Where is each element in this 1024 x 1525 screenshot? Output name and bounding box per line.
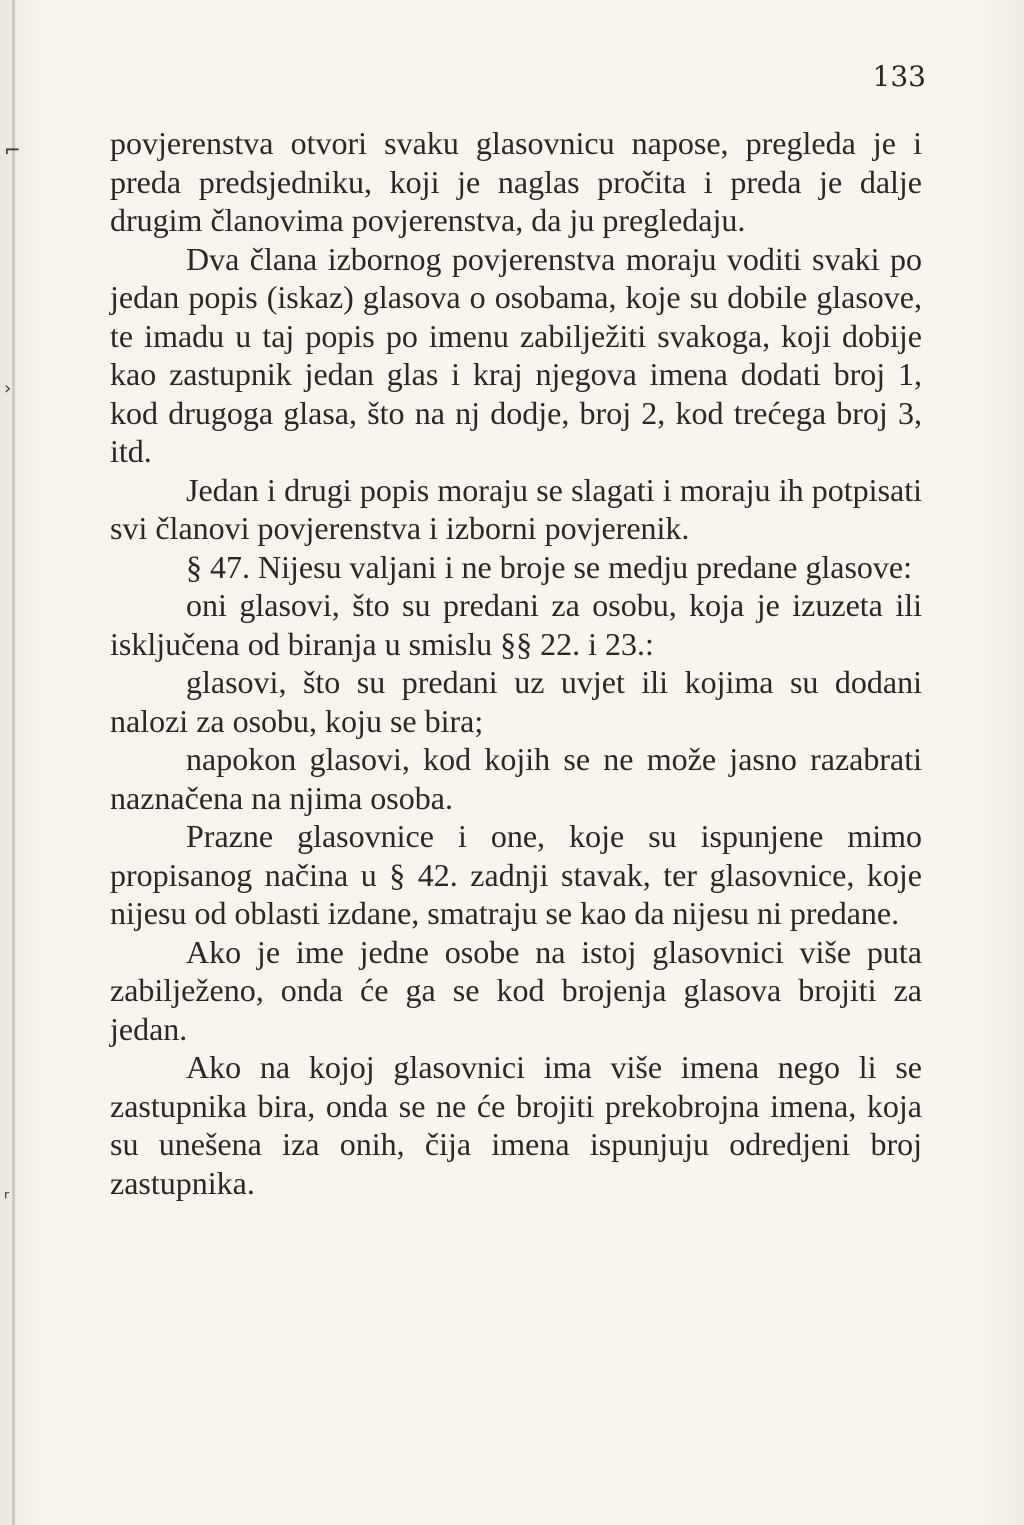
margin-tick-mark: ⌐: [4, 138, 21, 162]
paragraph: napokon glasovi, kod kojih se ne može jasno razabrati naznačena na njima osoba.: [110, 741, 922, 816]
page-number: 133: [872, 60, 926, 93]
paragraph: glasovi, što su predani uz uvjet ili kojima su dodani nalozi za osobu, koju se bira;: [110, 664, 922, 739]
margin-tick-mark: ʳ: [4, 1186, 10, 1210]
binding-edge: [12, 0, 15, 1525]
paragraph: povjerenstva otvori svaku glasovnicu napose, pregleda je i preda predsjedniku, koji je naglas pročita i preda je dalje drugim članovima povjerenstva, da ju pregledaju.: [110, 125, 922, 238]
body-text: [110, 124, 922, 1202]
paragraph: Ako je ime jedne osobe na istoj glasovnici više puta zabilježeno, onda će ga se kod brojenja glasova brojiti za jedan.: [110, 933, 922, 1047]
paragraph: Ako na kojoj glasovnici ima više imena nego li se zastupnika bira, onda se ne će brojiti prekobrojna imena, koja su unešena iza onih, čija imena ispunjuju odredjeni broj zastupnika.: [110, 1049, 922, 1201]
paragraph: Jedan i drugi popis moraju se slagati i moraju ih potpisati svi članovi povjerenstva i izborni povjerenik.: [110, 471, 922, 546]
margin-tick-mark: ›: [4, 378, 12, 399]
paragraph: oni glasovi, što su predani za osobu, koja je izuzeta ili isključena od biranja u smislu §§ 22. i 23.:: [110, 587, 922, 662]
section-heading-paragraph: § 47. Nijesu valjani i ne broje se medju predane glasove:: [186, 548, 913, 585]
paragraph: Dva člana izbornog povjerenstva moraju voditi svaki po jedan popis (iskaz) glasova o osobama, koje su dobile glasove, te imadu u taj popis po imenu zabilježiti svakoga, koji dobije kao zastupnik jedan glas i kraj njegova imena dodati broj 1, kod drugoga glasa, što na nj dodje, broj 2, kod trećega broj 3, itd.: [110, 240, 922, 469]
paragraph: Prazne glasovnice i one, koje su ispunjene mimo propisanog načina u § 42. zadnji stavak, ter glasovnice, koje nijesu od oblasti izdane, smatraju se kao da nijesu ni predane.: [110, 818, 922, 931]
